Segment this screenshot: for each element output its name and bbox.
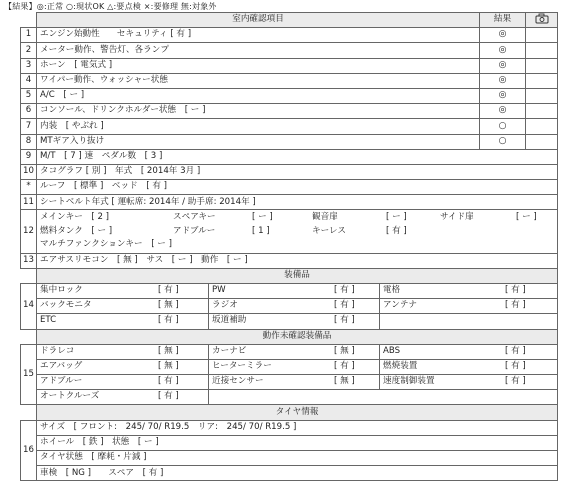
tire-size: サイズ [ フロント: 245/ 70/ R19.5 リア: 245/ 70/ R19.5 ] xyxy=(37,420,558,435)
check-result: ◎ xyxy=(480,58,526,73)
tire-inspection: 車検 [ NG ] スペア [ 有 ] xyxy=(37,466,558,481)
equipment-row: バックモニタ [ 無 ] ラジオ [ 有 ] アンテナ [ 有 ] xyxy=(21,299,558,314)
section-title-unconfirmed: 動作未確認装備品 xyxy=(37,329,558,344)
keys-row: 12 メインキー [ 2 ] スペアキー [ ー ] 観音扉 [ ー ] サイド扉 [ ー ] 燃料タンク [ ー ] アドブルー [ 1 ] キーレス [ 有 ] マルチファンクションキー [ ー ] xyxy=(21,210,558,253)
section-header-unconfirmed xyxy=(21,329,558,344)
seatbelt-row: 11 シートベルト年式 [ 運転席: 2014年 / 助手席: 2014年 ] xyxy=(21,195,558,210)
unconfirmed-row: エアバッグ [ 無 ] ヒーターミラー [ 有 ] 燃焼装置 [ 有 ] xyxy=(21,359,558,374)
inspection-table xyxy=(20,12,558,481)
check-result: ○ xyxy=(480,119,526,134)
unconfirmed-row: オートクルーズ [ 有 ] xyxy=(21,390,558,405)
roof-row: * ルーフ [ 標準 ] ベッド [ 有 ] xyxy=(21,180,558,195)
tachograph-row: 10 タコグラフ [ 別 ] 年式 [ 2014年 3月 ] xyxy=(21,164,558,179)
tire-wheel: ホイール [ 鉄 ] 状態 [ ー ] xyxy=(37,435,558,450)
transmission-row: 9 M/T [ 7 ] 速 ペダル数 [ 3 ] xyxy=(21,149,558,164)
section-title-equipment: 装備品 xyxy=(37,268,558,283)
check-result: ◎ xyxy=(480,73,526,88)
check-row: 5 A/C [ ー ] ◎ xyxy=(21,88,558,103)
check-result: ◎ xyxy=(480,43,526,58)
equipment-row: 14 集中ロック [ 有 ] PW [ 有 ] 電格 [ 有 ] xyxy=(21,283,558,298)
section-header-equipment xyxy=(21,268,558,283)
section-title-interior: 室内確認項目 xyxy=(37,13,480,28)
check-result: ◎ xyxy=(480,104,526,119)
check-row: 8 MTギア入り抜け ○ xyxy=(21,134,558,149)
tire-row xyxy=(21,451,558,466)
check-row: 4 ワイパー動作、ウォッシャー状態 ◎ xyxy=(21,73,558,88)
check-row: 1 エンジン始動性 セキュリティ [ 有 ] ◎ xyxy=(21,28,558,43)
air-suspension-row: 13 エアサスリモコン [ 無 ] サス [ ー ] 動作 [ ー ] xyxy=(21,253,558,268)
tire-row xyxy=(21,466,558,481)
keys-line-3: マルチファンクションキー [ ー ] xyxy=(40,239,172,250)
tire-row: 16 サイズ [ フロント: 245/ 70/ R19.5 リア: 245/ 70/ R19.5 ] xyxy=(21,420,558,435)
section-title-tire: タイヤ情報 xyxy=(37,405,558,420)
camera-icon-graphic xyxy=(535,13,549,24)
equipment-row: ETC [ 有 ] 坂道補助 [ 有 ] xyxy=(21,314,558,329)
check-row: 6 コンソール、ドリンクホルダー状態 [ ー ] ◎ xyxy=(21,104,558,119)
camera-icon xyxy=(526,13,558,28)
check-row: 2 メーター動作、警告灯、各ランプ ◎ xyxy=(21,43,558,58)
tire-condition: タイヤ状態 [ 摩耗・片減 ] xyxy=(37,451,558,466)
result-column-header: 結果 xyxy=(480,13,526,28)
keys-line-1: メインキー [ 2 ] スペアキー [ ー ] 観音扉 [ ー ] サイド扉 [ ー ] xyxy=(40,212,537,223)
keys-line-2: 燃料タンク [ ー ] アドブルー [ 1 ] キーレス [ 有 ] xyxy=(40,225,407,236)
result-legend: 【結果】◎:正常 ○:現状OK △:要点検 ×:要修理 無:対象外 xyxy=(4,2,217,11)
check-row: 7 内装 [ やぶれ ] ○ xyxy=(21,119,558,134)
check-result: ◎ xyxy=(480,88,526,103)
check-result: ◎ xyxy=(480,28,526,43)
tire-row xyxy=(21,435,558,450)
section-header-tire xyxy=(21,405,558,420)
unconfirmed-row: 15 ドラレコ [ 無 ] カーナビ [ 無 ] ABS [ 有 ] xyxy=(21,344,558,359)
check-result: ○ xyxy=(480,134,526,149)
unconfirmed-row: アドブルー [ 有 ] 近接センサー [ 無 ] 速度制御装置 [ 有 ] xyxy=(21,375,558,390)
section-header-interior xyxy=(21,13,558,28)
check-row: 3 ホーン [ 電気式 ] ◎ xyxy=(21,58,558,73)
